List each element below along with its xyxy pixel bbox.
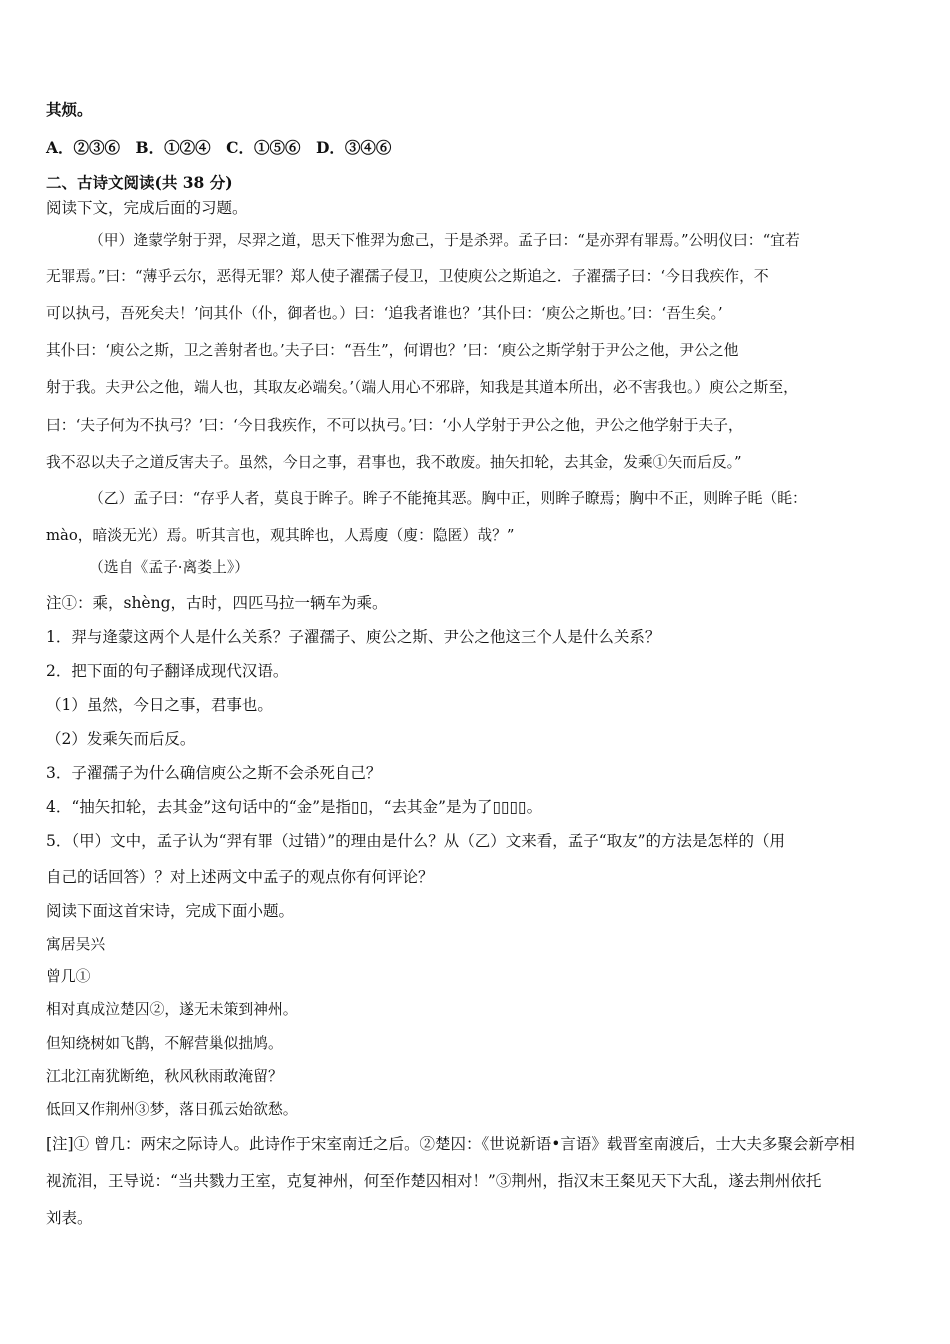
question-3: 3．子濯孺子为什么确信庾公之斯不会杀死自己？ (46, 764, 382, 782)
poem-line: 但知绕树如飞鹊，不解营巢似拙鸠。 (46, 1035, 283, 1052)
instruction-line: 阅读下面这首宋诗，完成下面小题。 (46, 902, 295, 920)
question-5-continued: 自己的话回答）？对上述两文中孟子的观点你有何评论？ (46, 868, 434, 886)
passage-yi-line: （乙）孟子曰：“存乎人者，莫良于眸子。眸子不能掩其恶。胸中正，则眸子瞭焉；胸中不正，则眸子眊（眊： (89, 490, 807, 507)
question-2-item-2: （2）发乘矢而后反。 (46, 730, 196, 748)
passage-jia-line: 我不忍以夫子之道反害夫子。虽然，今日之事，君事也，我不敢废。抽矢扣轮，去其金，发乘①矢而后反。” (46, 454, 742, 471)
source-citation: （选自《孟子·离娄上》） (89, 559, 250, 576)
passage-jia-line: （甲）逄蒙学射于羿，尽羿之道，思天下惟羿为愈己，于是杀羿。孟子曰：“是亦羿有罪焉。”公明仪曰：“宜若 (89, 232, 800, 249)
poem-line: 低回又作荆州③梦，落日孤云始欲愁。 (46, 1101, 298, 1118)
passage-jia-line: 无罪焉。”曰：“薄乎云尔，恶得无罪？郑人使子濯孺子侵卫，卫使庾公之斯追之．子濯孺子曰：‘今日我疾作，不 (46, 268, 769, 285)
passage-jia-line: 射于我。夫尹公之他，端人也，其取友必端矣。’（端人用心不邪辟，知我是其道本所出，必不害我也。）庾公之斯至， (46, 379, 798, 396)
answer-options: A．②③⑥ B．①②④ C．①⑤⑥ D．③④⑥ (46, 138, 392, 157)
passage-yi-line: mào，暗淡无光）焉。听其言也，观其眸也，人焉廋（廋：隐匿）哉？” (46, 527, 515, 544)
text-line: 其烦。 (46, 100, 93, 119)
poem-note: 刘表。 (46, 1209, 93, 1227)
poem-note: [注]① 曾几：两宋之际诗人。此诗作于宋室南迁之后。②楚囚：《世说新语•言语》载晋室南渡后，士大夫多聚会新亭相 (46, 1135, 855, 1153)
passage-jia-line: 其仆曰：‘庾公之斯，卫之善射者也。’夫子曰：“吾生”，何谓也？’曰：‘庾公之斯学射于尹公之他，尹公之他 (46, 342, 739, 359)
section-heading: 二、古诗文阅读(共 38 分) (46, 173, 233, 192)
annotation-note: 注①：乘，shèng，古时，四匹马拉一辆车为乘。 (46, 594, 388, 612)
question-5: 5．（甲）文中，孟子认为“羿有罪（过错）”的理由是什么？从（乙）文来看，孟子“取友”的方法是怎样的（用 (46, 832, 786, 850)
instruction-line: 阅读下文，完成后面的习题。 (46, 199, 248, 217)
poem-author: 曾几① (46, 968, 91, 985)
poem-line: 相对真成泣楚囚②，遂无未策到神州。 (46, 1001, 298, 1018)
passage-jia-line: 曰：‘夫子何为不执弓？’曰：‘今日我疾作，不可以执弓。’曰：‘小人学射于尹公之他，尹公之他学射于夫子， (46, 417, 743, 434)
question-2-item-1: （1）虽然，今日之事，君事也。 (46, 696, 273, 714)
passage-jia-line: 可以执弓，吾死矣夫！’问其仆（仆，御者也。）曰：‘追我者谁也？’其仆曰：‘庾公之斯也。’曰：‘吾生矣。’ (46, 305, 723, 322)
poem-title: 寓居吴兴 (46, 936, 106, 953)
poem-note: 视流泪，王导说：“当共戮力王室，克复神州，何至作楚囚相对！”③荆州，指汉末王粲见天下大乱，遂去荆州依托 (46, 1172, 822, 1190)
question-2: 2．把下面的句子翻译成现代汉语。 (46, 662, 289, 680)
poem-line: 江北江南犹断绝，秋风秋雨敢淹留？ (46, 1068, 283, 1085)
question-4: 4．“抽矢扣轮，去其金”这句话中的“金”是指▯▯，“去其金”是为了▯▯▯▯。 (46, 798, 543, 816)
question-1: 1．羿与逄蒙这两个人是什么关系？子濯孺子、庾公之斯、尹公之他这三个人是什么关系？ (46, 628, 661, 646)
